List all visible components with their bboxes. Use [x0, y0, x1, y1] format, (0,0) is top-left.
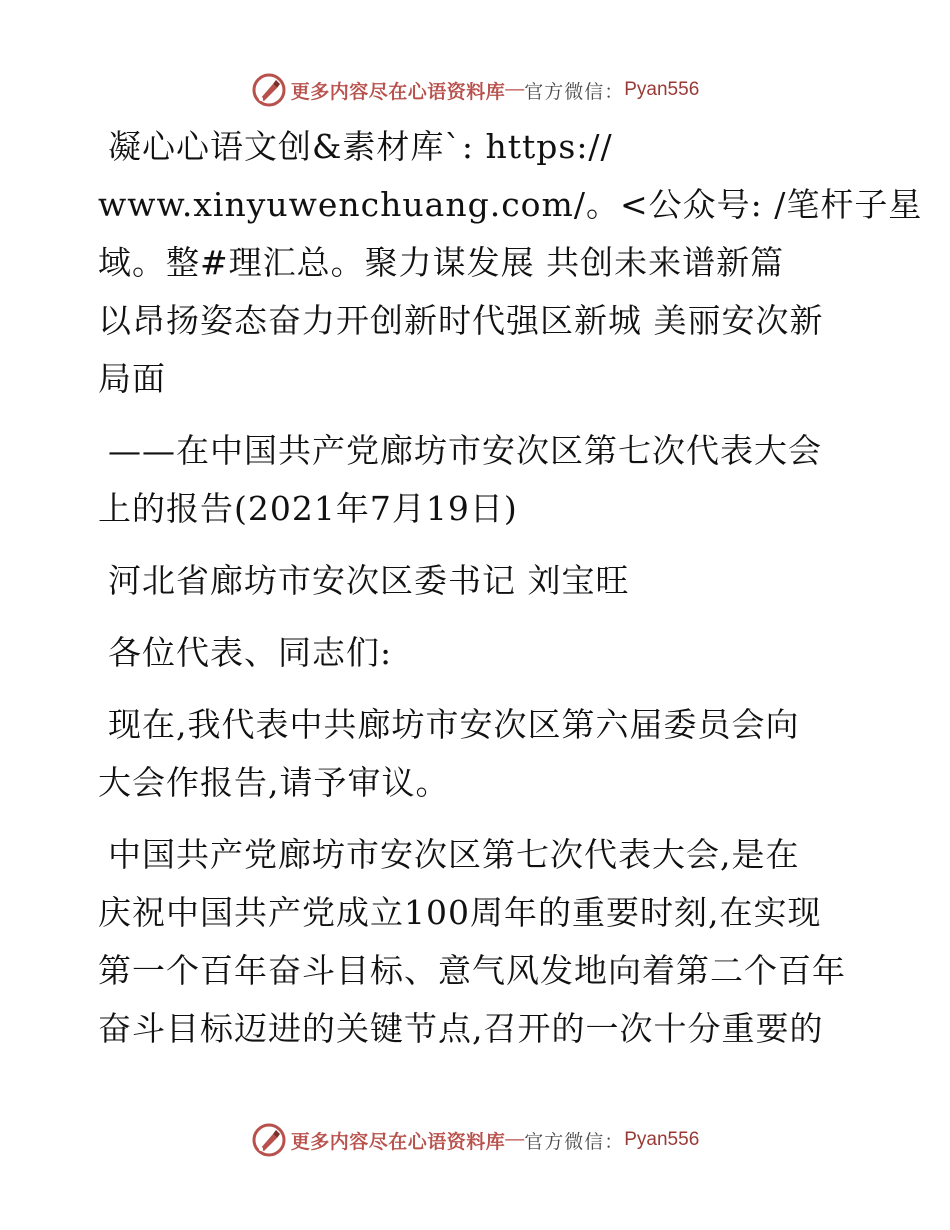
- paragraph-author: [98, 552, 858, 610]
- text-line: 各位代表、同志们:: [108, 633, 393, 672]
- watermark-account: Pyan556: [624, 1129, 700, 1150]
- document-body: [98, 118, 923, 1058]
- text-line: 现在,我代表中共廊坊市安次区第六届委员会向: [108, 705, 800, 744]
- paragraph-header-source: [98, 118, 923, 292]
- text-line: 第一个百年奋斗目标、意气风发地向着第二个百年: [98, 951, 846, 990]
- watermark-promo-text: 更多内容尽在心语资料库: [290, 81, 506, 103]
- text-line: 凝心心语文创&素材库`: https://: [108, 127, 613, 166]
- watermark-official-label: 官方微信：: [524, 81, 625, 103]
- watermark-dash: —: [505, 79, 525, 100]
- watermark-promo-text: 更多内容尽在心语资料库: [290, 1131, 506, 1153]
- pen-logo-icon: [251, 72, 287, 108]
- paragraph-intro: [98, 696, 858, 812]
- text-line: 中国共产党廊坊市安次区第七次代表大会,是在: [108, 835, 800, 874]
- text-line: 奋斗目标迈进的关键节点,召开的一次十分重要的: [98, 1009, 824, 1048]
- text-line: 庆祝中国共产党成立100周年的重要时刻,在实现: [98, 893, 822, 932]
- paragraph-subtitle: [98, 422, 858, 538]
- text-line: 大会作报告,请予审议。: [98, 763, 450, 802]
- watermark-banner-bottom: [0, 1120, 950, 1160]
- paragraph-title: [98, 292, 858, 408]
- paragraph-body: [98, 826, 858, 1058]
- text-line: ——在中国共产党廊坊市安次区第七次代表大会: [108, 431, 822, 470]
- watermark-official-label: 官方微信：: [524, 1131, 625, 1153]
- text-line: www.xinyuwenchuang.com/。<公众号: /笔杆子星: [98, 185, 923, 224]
- text-line: 以昂扬姿态奋力开创新时代强区新城 美丽安次新: [98, 301, 824, 340]
- pen-logo-icon: [251, 1122, 287, 1158]
- text-line: 域。整#理汇总。聚力谋发展 共创未来谱新篇: [98, 243, 785, 282]
- watermark-banner-top: [0, 70, 950, 110]
- watermark-account: Pyan556: [624, 79, 700, 100]
- text-line: 河北省廊坊市安次区委书记 刘宝旺: [108, 561, 630, 600]
- watermark-dash: —: [505, 1129, 525, 1150]
- text-line: 局面: [98, 359, 166, 398]
- paragraph-salutation: [98, 624, 858, 682]
- text-line: 上的报告(2021年7月19日): [98, 489, 518, 528]
